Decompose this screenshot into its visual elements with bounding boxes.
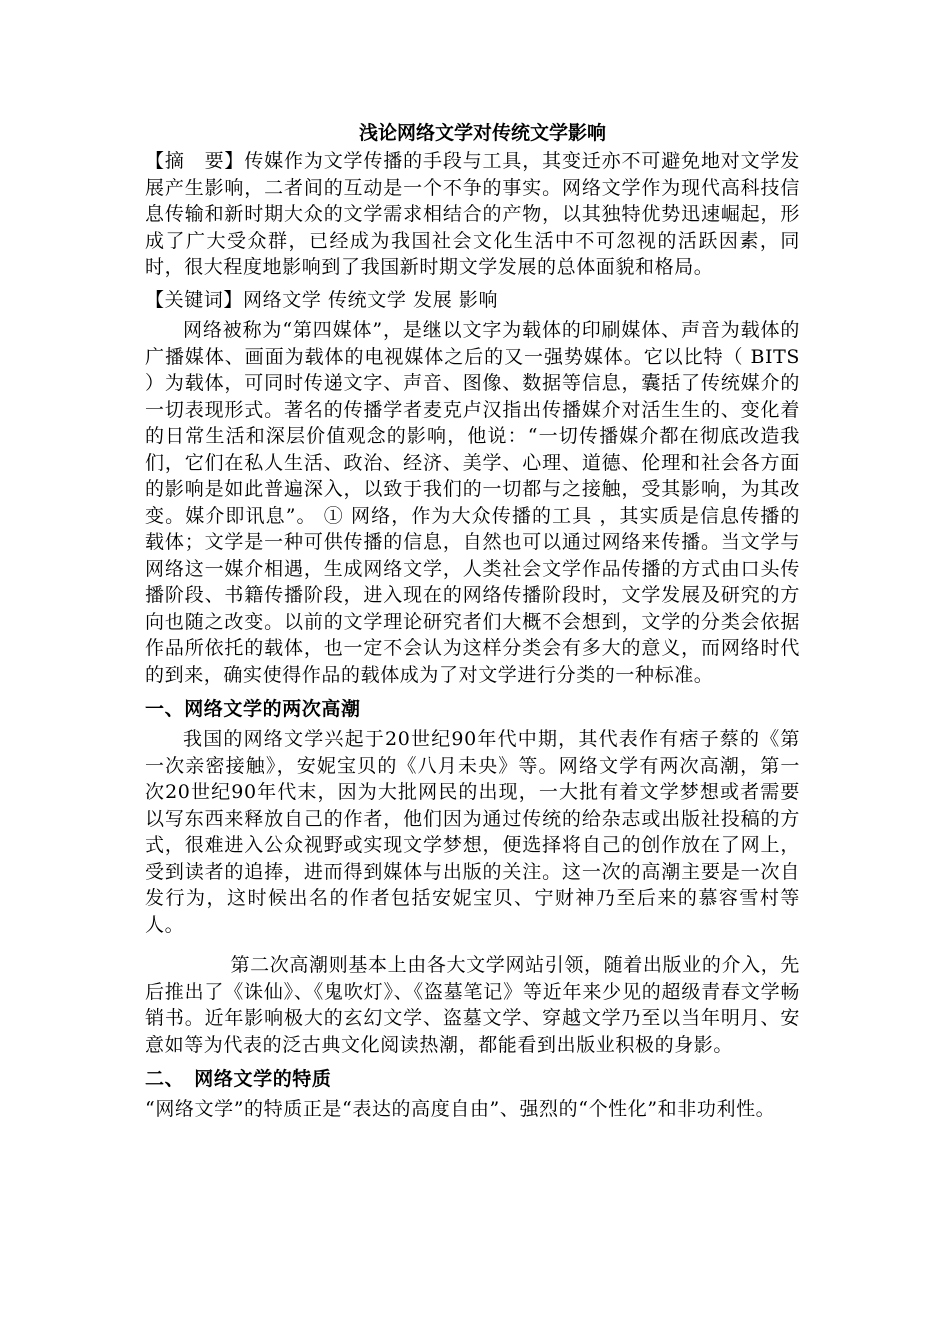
section-1-paragraph-2: 第二次高潮则基本上由各大文学网站引领，随着出版业的介入，先后推出了《诛仙》、《鬼吹灯》、《盗墓笔记》等近年来少见的超级青春文学畅销书。近年影响极大的玄幻文学、盗墓文学、穿越文学乃至以当年明月、安意如等为代表的泛古典文化阅读热潮，都能看到出版业积极的身影。 (145, 954, 800, 1056)
keywords-text: 网络文学 传统文学 发展 影响 (243, 288, 499, 311)
keywords-label: 【关键词】 (145, 288, 244, 311)
document-title: 浅论网络文学对传统文学影响 (358, 122, 606, 144)
abstract-text: 传媒作为文学传播的手段与工具，其变迁亦不可避免地对文学发展产生影响，二者间的互动是一个不争的事实。网络文学作为现代高科技信息传输和新时期大众的文学需求相结合的产物，以其独特优势迅速崛起，形成了广大受众群，已经成为我国社会文化生活中不可忽视的活跃因素，同时，很大程度地影响到了我国新时期文学发展的总体面貌和格局。 (145, 150, 800, 278)
intro-paragraph: 网络被称为“第四媒体”，是继以文字为载体的印刷媒体、声音为载体的广播媒体、画面为载体的电视媒体之后的又一强势媒体。它以比特（ BITS ）为载体，可同时传递文字、声音、图像、数据等信息，囊括了传统媒介的一切表现形式。著名的传播学者麦克卢汉指出传播媒介对活生生的、变化着的日常生活和深层价值观念的影响，他说：“一切传播媒介都在彻底改造我们，它们在私人生活、政治、经济、美学、心理、道德、伦理和社会各方面的影响是如此普遍深入，以致于我们的一切都与之接触，受其影响，为其改变。媒介即讯息”。 ① 网络，作为大众传播的工具 ，其实质是信息传播的载体；文学是一种可供传播的信息，自然也可以通过网络来传播。当文学与网络这一媒介相遇，生成网络文学，人类社会文学作品传播的方式由口头传播阶段、书籍传播阶段，进入现在的网络传播阶段时，文学发展及研究的方向也随之改变。以前的文学理论研究者们大概不会想到，文学的分类会依据作品所依托的载体，也一定不会认为这样分类会有多大的意义，而网络时代的到来，确实使得作品的载体成为了对文学进行分类的一种标准。 (145, 319, 800, 686)
section-1-heading: 一、网络文学的两次高潮 (145, 698, 361, 720)
section-2-heading: 二、 网络文学的特质 (145, 1068, 332, 1090)
section-2-paragraph-1: “网络文学”的特质正是“表达的高度自由”、强烈的“个性化”和非功利性。 (145, 1098, 776, 1120)
abstract-paragraph (145, 148, 800, 281)
keywords-paragraph (145, 287, 800, 314)
abstract-label: 【摘 要】 (145, 150, 245, 172)
section-1-paragraph-1: 我国的网络文学兴起于20世纪90年代中期，其代表作有痞子蔡的《第一次亲密接触》，安妮宝贝的《八月未央》等。网络文学有两次高潮，第一次20世纪90年代末，因为大批网民的出现，一大批有着文学梦想或者需要以写东西来释放自己的作者，他们因为通过传统的给杂志或出版社投稿的方式，很难进入公众视野或实现文学梦想，便选择将自己的创作放在了网上，受到读者的追捧，进而得到媒体与出版的关注。这一次的高潮主要是一次自发行为，这时候出名的作者包括安妮宝贝、宁财神乃至后来的慕容雪村等人。 (145, 728, 800, 936)
